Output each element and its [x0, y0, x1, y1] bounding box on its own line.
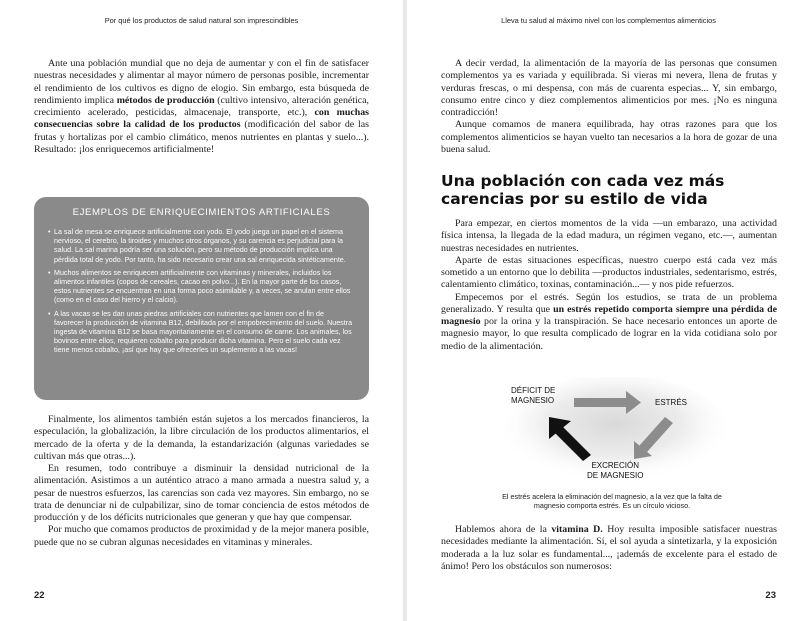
right-page — [407, 0, 810, 621]
right-closing-text — [441, 524, 777, 573]
right-paragraph-2: Aunque comamos de manera equilibrada, hay otras razones para que los complementos alimenticios se hayan vuelto tan necesarios a la hora de gozar de una buena salud. — [441, 119, 777, 155]
callout-list — [48, 228, 355, 356]
node-magnesium-excretion: EXCRECIÓN DE MAGNESIO — [587, 461, 644, 480]
right-paragraph-5: Empecemos por el estrés. Según los estudios, se trata de un problema generalizado. Y resulta que un estrés repetido comporta siempre una pérdida de magnesio por la orina y la transpiración. Se hace necesario entonces un aporte de magnesio mayor, lo que resulta complicado de lograr en la vida cotidiana solo por medio de la alimentación. — [441, 291, 777, 352]
left-closing-text — [34, 414, 369, 549]
left-paragraph-3: En resumen, todo contribuye a disminuir la densidad nutricional de la alimentación. Asistimos a un auténtico atraco a mano armada a nuestra salud y, a pesar de nuestros esfuerzos, las carencias son cada vez mayores. Sin embargo, no se trata de denunciar ni de culpabilizar, sino de tomar conciencia de estos métodos de producción y de los déficits nutricionales que generan y que hay que compensar. — [34, 463, 369, 523]
magnesium-stress-cycle-diagram — [483, 377, 743, 489]
running-head-right: Lleva tu salud al máximo nivel con los complementos alimenticios — [501, 16, 716, 25]
callout-item: • Muchos alimentos se enriquecen artificialmente con vitaminas y minerales, incluidos los alimentos infantiles (copos de cereales, cacao en polvo...). En la mayor parte de los casos, estos nutrientes se encuentran en una forma poco asimilable y, a veces, se anulan entre ellos (como en el caso del hierro y el calcio). — [48, 269, 355, 306]
left-paragraph-1: Ante una población mundial que no deja de aumentar y con el fin de satisfacer nuestras necesidades y alimentar al mayor número de personas posible, incrementar el rendimiento de los cultivos es digno de elogio. Sin embargo, esta búsqueda de rendimiento implica métodos de producción (cultivo intensivo, alteración genética, crecimiento acelerado, pesticidas, almacenaje, transporte, etc.), con muchas consecuencias sobre la calidad de los productos (modificación del sabor de las frutas y hortalizas por el cambio climático, menos nutrientes en plantas y suelo...). Resultado: ¡los enriquecemos artificialmente! — [34, 58, 369, 155]
left-intro-text — [34, 58, 369, 156]
page-number-right: 23 — [765, 590, 776, 601]
right-paragraph-6: Hablemos ahora de la vitamina D. Hoy resulta imposible satisfacer nuestras necesidades mediante la alimentación. Sí, el sol ayuda a sintetizarla, y la exposición moderada a la luz solar es fundamental..., ¡además de excelente para el estado de ánimo! Pero los obstáculos son numerosos: — [441, 524, 778, 572]
left-paragraph-2: Finalmente, los alimentos también están sujetos a los mercados financieros, la especulación, la globalización, la libre circulación de los productos alimentarios, el mercado de la oferta y de la demanda, la estandarización (algunas variedades se cultivan más que otras...). — [34, 414, 369, 462]
left-paragraph-4: Por mucho que comamos productos de proximidad y de la mejor manera posible, puede que no se cubran algunas necesidades en vitaminas y minerales. — [34, 524, 369, 548]
right-paragraph-3: Para empezar, en ciertos momentos de la vida —un embarazo, una actividad física intensa, la llegada de la edad madura, un régimen vegano, etc.—, aumentan nuestras necesidades en nutrientes. — [441, 218, 777, 254]
page-number-left: 22 — [34, 590, 45, 601]
diagram-caption: El estrés acelera la eliminación del magnesio, a la vez que la falta de magnesio comporta estrés. Es un círculo vicioso. — [502, 492, 722, 511]
node-stress: ESTRÉS — [655, 398, 688, 407]
running-head-left: Por qué los productos de salud natural son imprescindibles — [104, 16, 299, 25]
artificial-enrichment-box — [34, 197, 369, 400]
callout-item: • La sal de mesa se enriquece artificialmente con yodo. El yodo juega un papel en el sistema nervioso, el cerebro, la tiroides y muchos otros órganos, y su carencia es perjudicial para la salud. La sal marina podría ser una solución, pero su método de producción implica una pérdida total de yodo. Por tanto, ha sido necesario crear una sal enriquecida sintéticamente. — [48, 228, 355, 265]
node-magnesium-deficit: DÉFICIT DE MAGNESIO — [511, 386, 556, 405]
section-heading: Una población con cada vez más carencias por su estilo de vida — [441, 172, 725, 208]
right-intro-text — [441, 58, 777, 156]
right-paragraph-4: Aparte de estas situaciones específicas, nuestro cuerpo está cada vez más sometido a un entorno que lo debilita —productos industriales, sedentarismo, estrés, calentamiento climático, toxinas, contaminación...— y nos pide refuerzos. — [441, 254, 777, 291]
callout-item: • A las vacas se les dan unas piedras artificiales con nutrientes que lamen con el fin de favorecer la producción de vitamina B12, debilitada por el empobrecimiento del suelo. Nuestra ingesta de vitamina B12 se basa mayoritariamente en el consumo de carne. Los animales, los bovinos entre ellos, requieren cobalto para producir dicha vitamina. Pero el suelo cada vez tiene menos cobalto, ¡así que hay que ofrecerles un suplemento a las vacas! — [48, 310, 355, 356]
right-section-text — [441, 218, 777, 353]
right-paragraph-1: A decir verdad, la alimentación de la mayoría de las personas que consumen complementos ya es variada y equilibrada. Si vieras mi nevera, llena de frutas y verduras frescas, o mi despensa, con más de cuarenta especias... Y, sin embargo, consumo entre cinco y diez complementos alimenticios por mes. ¡No es ninguna contradicción! — [441, 58, 777, 118]
callout-title: EJEMPLOS DE ENRIQUECIMIENTOS ARTIFICIALES — [72, 207, 331, 218]
left-page — [0, 0, 403, 621]
